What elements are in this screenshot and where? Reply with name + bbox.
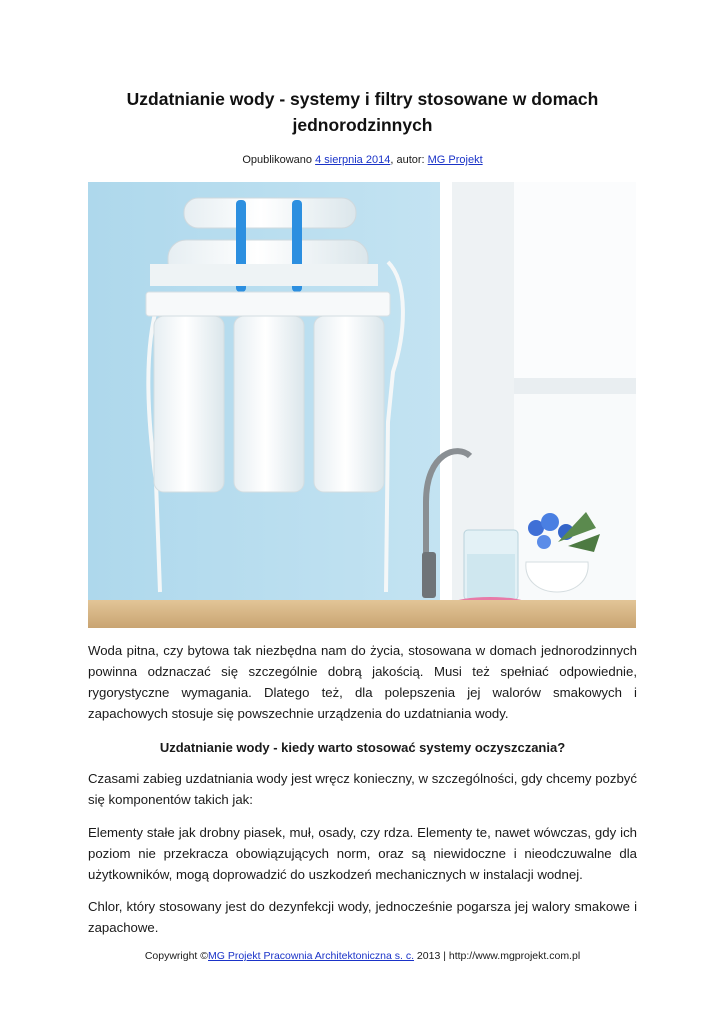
author-link[interactable]: MG Projekt [427, 154, 483, 166]
body-paragraph-1: Woda pitna, czy bytowa tak niezbędna nam do życia, stosowana w domach jednorodzinnych powinna odznaczać się szczególnie dobrą jakością. Musi też spełniać odpowiednie, rygorystyczne wymagania. Dlatego też, dla polepszenia jej walorów smakowych i zapachowych stosuje się powszechnie urządzenia do uzdatniania wody. [88, 643, 637, 721]
page-title: Uzdatnianie wody - systemy i filtry stosowane w domach jednorodzinnych [126, 89, 599, 135]
byline-prefix: Opublikowano [242, 154, 316, 166]
footer-company-link[interactable]: MG Projekt Pracownia Architektoniczna s. c. [208, 950, 415, 962]
body-paragraph-2: Czasami zabieg uzdatniania wody jest wręcz konieczny, w szczególności, gdy chcemy pozbyć się komponentów takich jak: [88, 771, 637, 807]
byline-middle: , autor: [390, 154, 428, 166]
byline [88, 152, 637, 168]
body-paragraph-3: Elementy stałe jak drobny piasek, muł, osady, czy rdza. Elementy te, nawet wówczas, gdy ich poziom nie przekracza obowiązujących norm, oraz są niewidoczne i nieodczuwalne dla użytkowników, mogą doprowadzić do uszkodzeń mechanicznych w instalacji wodnej. [88, 825, 637, 882]
body-paragraph-4: Chlor, który stosowany jest do dezynfekcji wody, jednocześnie pogarsza jej walory smakowe i zapachowe. [88, 899, 637, 935]
publish-date-link[interactable]: 4 sierpnia 2014 [315, 154, 391, 166]
water-filter-photo [88, 182, 636, 628]
page-footer [88, 948, 637, 964]
footer-prefix: Copywright © [144, 950, 209, 962]
section-subheading: Uzdatnianie wody - kiedy warto stosować systemy oczyszczania? [159, 740, 566, 755]
footer-suffix: 2013 | http://www.mgprojekt.com.pl [414, 950, 581, 962]
